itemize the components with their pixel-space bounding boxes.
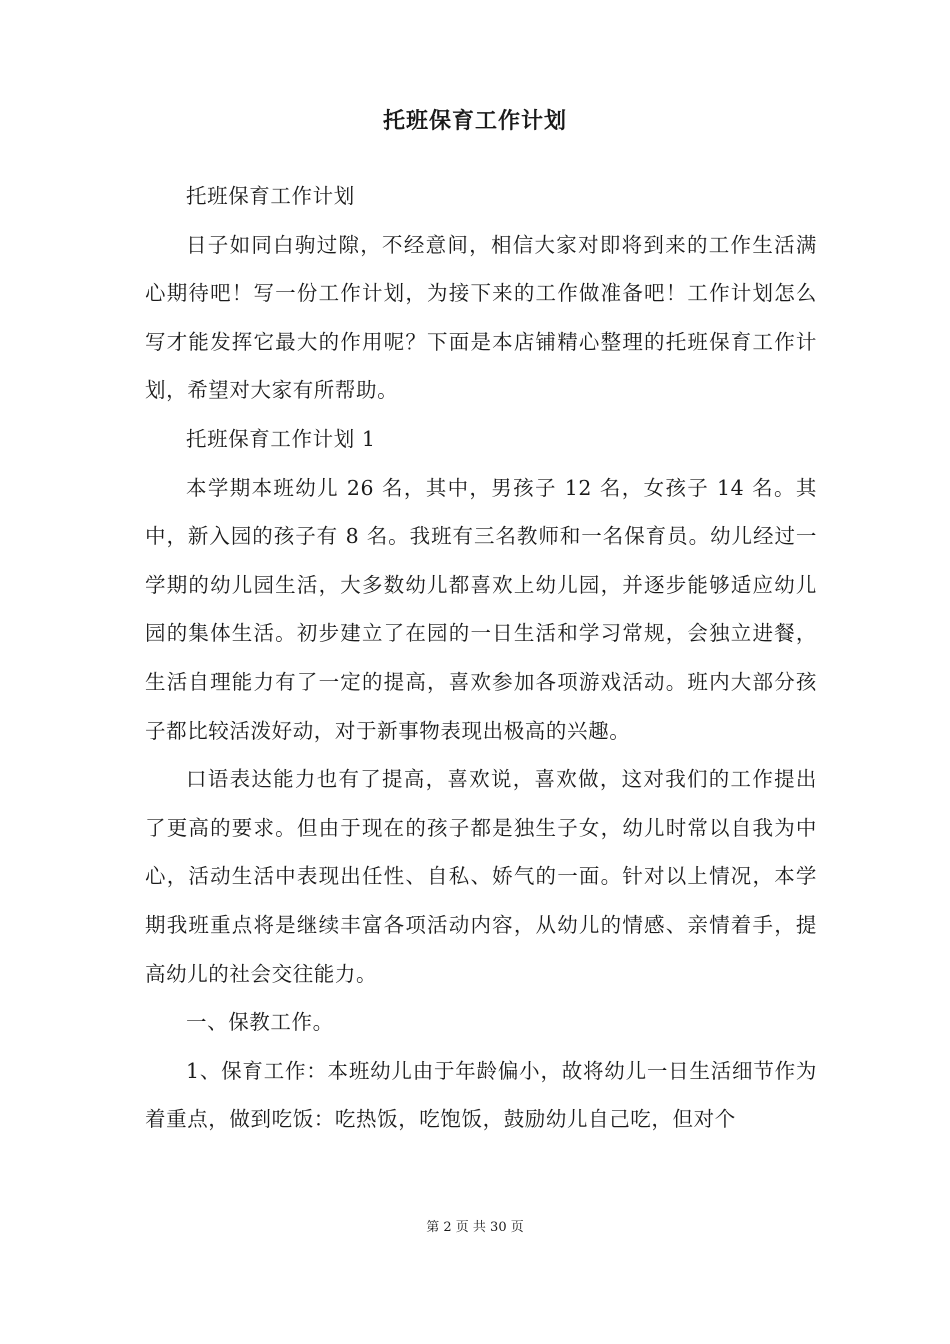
paragraph-section-heading: 托班保育工作计划 1	[186, 426, 376, 451]
paragraph-class-overview: 本学期本班幼儿 26 名，其中，男孩子 12 名，女孩子 14 名。其中，新入园的孩子有 8 名。我班有三名教师和一名保育员。幼儿经过一学期的幼儿园生活，大多数幼儿都喜欢上幼儿园，并逐步能够适应幼儿园的集体生活。初步建立了在园的一日生活和学习常规，会独立进餐，生活自理能力有了一定的提高，喜欢参加各项游戏活动。班内大部分孩子都比较活泼好动，对于新事物表现出极高的兴趣。	[145, 475, 817, 743]
paragraph-subtitle: 托班保育工作计划	[186, 184, 355, 208]
page-footer: 第 2 页 共 30 页	[426, 1220, 524, 1235]
paragraph-heading-care-education: 一、保教工作。	[186, 1010, 334, 1035]
document-title: 托班保育工作计划	[382, 108, 567, 134]
paragraph-care-work: 1、保育工作：本班幼儿由于年龄偏小，故将幼儿一日生活细节作为着重点，做到吃饭：吃热饭，吃饱饭，鼓励幼儿自己吃，但对个	[145, 1058, 817, 1132]
paragraph-intro: 日子如同白驹过隙，不经意间，相信大家对即将到来的工作生活满心期待吧！写一份工作计划，为接下来的工作做准备吧！工作计划怎么写才能发挥它最大的作用呢？下面是本店铺精心整理的托班保育工作计划，希望对大家有所帮助。	[145, 232, 817, 403]
paragraph-language-ability: 口语表达能力也有了提高，喜欢说，喜欢做，这对我们的工作提出了更高的要求。但由于现在的孩子都是独生子女，幼儿时常以自我为中心，活动生活中表现出任性、自私、娇气的一面。针对以上情况，本学期我班重点将是继续丰富各项活动内容，从幼儿的情感、亲情着手，提高幼儿的社会交往能力。	[145, 767, 817, 986]
document-body	[145, 172, 817, 1144]
